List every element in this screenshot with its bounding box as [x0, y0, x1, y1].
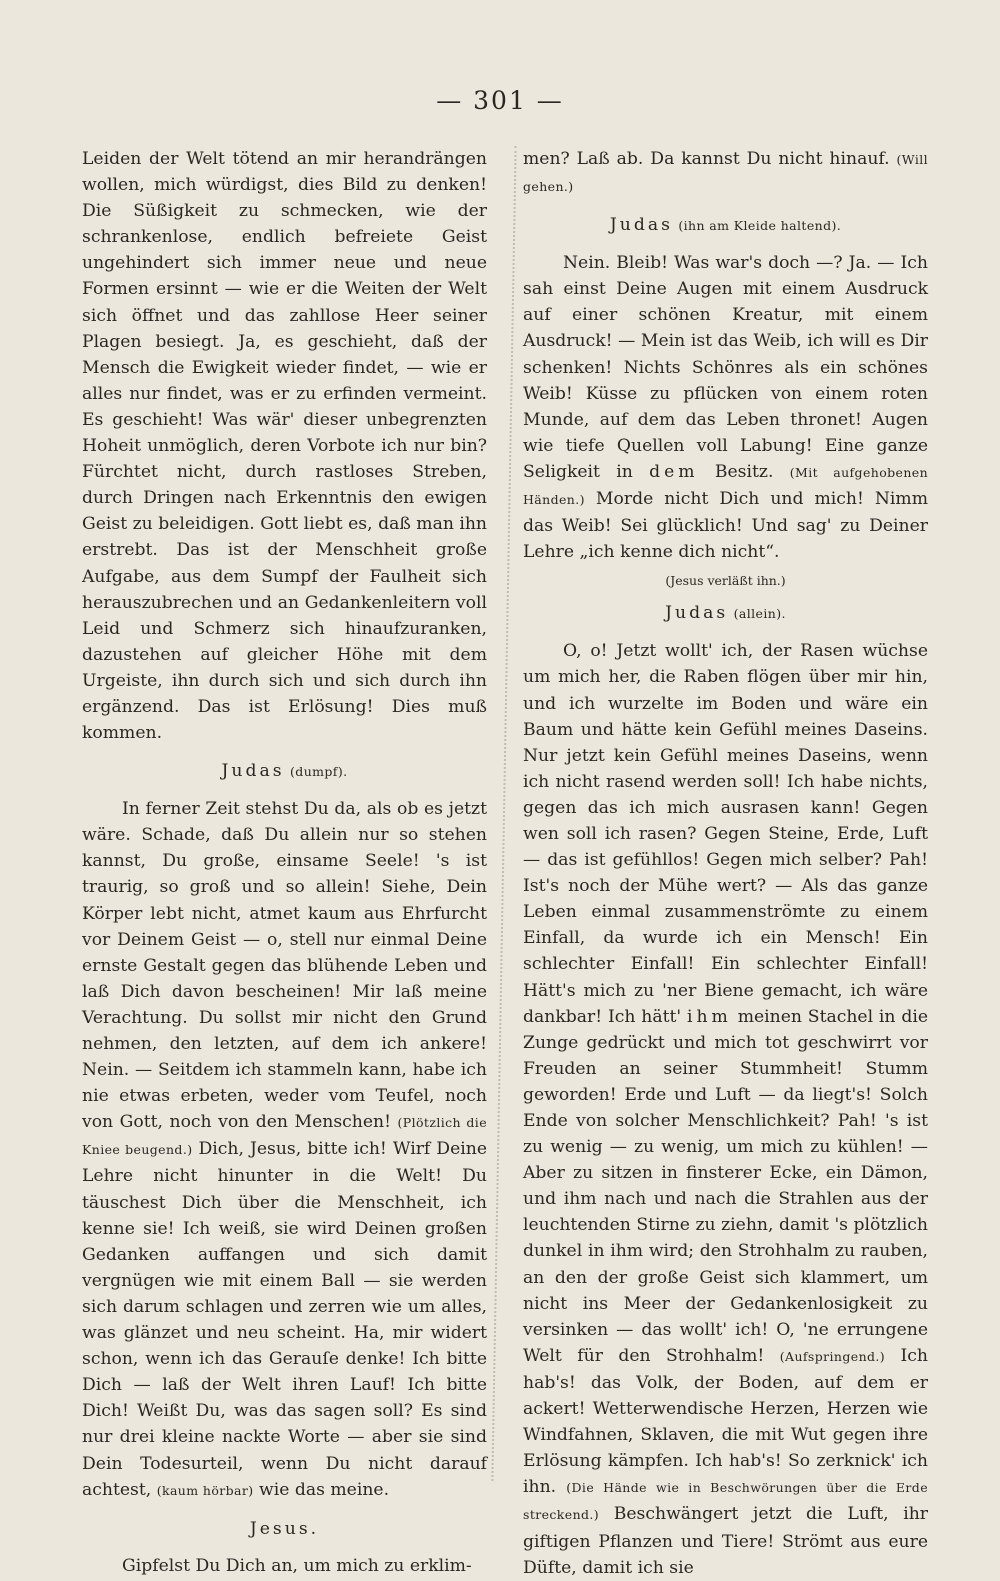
text-run: wie das meine.: [259, 1479, 390, 1500]
stage-direction: (Plötzlich die Kniee beugend.): [82, 1115, 487, 1158]
left-column: [82, 146, 487, 1579]
paragraph: Leiden der Welt tötend an mir herandrängen wollen, mich würdigst, dies Bild zu denken! Die Süßigkeit zu schmecken, wie der schrankenlose, endlich befreiete Geist ungehindert sich immer neue und neue Formen ersinnt — wie er die Weiten der Welt sich öffnet und das zahllose Heer seiner Plagen besiegt. Ja, es geschieht, daß der Mensch die Ewigkeit wieder findet, — wie er alles nur findet, was er zu erfinden vermeint. Es geschieht! Was wär' dieser unbegrenzten Hoheit unmöglich, deren Vorbote ich nur bin? Fürchtet nicht, durch rastloses Streben, durch Dringen nach Erkenntnis den ewigen Geist zu beleidigen. Gott liebt es, daß man ihn erstrebt. Das ist der Menschheit große Aufgabe, aus dem Sumpf der Faulheit sich herauszubrechen und an Gedankenleitern voll Leid und Schmerz sich hinaufzuranken, dazustehen auf gleicher Höhe mit dem Urgeiste, ihn durch sich und sich durch ihn ergänzend. Das ist Erlösung! Dies muß kommen.: [82, 149, 487, 744]
stage-direction: (ihn am Kleide haltend).: [678, 218, 842, 234]
spaced-emphasis: dem: [649, 461, 699, 482]
stage-direction: (Aufspringend.): [779, 1348, 886, 1364]
speaker-name: Judas: [609, 215, 673, 236]
paragraph: [523, 146, 928, 200]
text-run: O, o! Jetzt wollt' ich, der Rasen wüchse um mich her, die Raben flögen über mir hin, und ich wurzelte im Boden und wäre ein Baum und hätte kein Gefühl meines Daseins. Nur jetzt kein Gefühl meines Daseins, wenn ich nicht rasend werden soll! Ich habe nichts, gegen das ich mich ausrasen kann! Gegen wen soll ich rasen? Gegen Steine, Erde, Luft — das ist gefühllos! Gegen mich selber? Pah! Ist's noch der Mühe wert? — Als das ganze Leben einmal zusammenströmte zu einem Einfall, da wurde ich ein Mensch! Ein schlechter Einfall! Ein schlechter Einfall! Hätt's mich zu 'ner Biene gemacht, ich wäre dankbar! Ich hätt': [523, 641, 928, 1027]
page-number: — 301 —: [436, 86, 564, 115]
speaker-name: Judas: [665, 603, 729, 624]
stage-direction: (allein).: [733, 606, 786, 622]
stage-direction-exit: (Jesus verläßt ihn.): [665, 573, 786, 589]
speaker-heading: [82, 1516, 487, 1542]
text-run: In ferner Zeit stehst Du da, als ob es jetzt wäre. Schade, daß Du allein nur so stehen kannst, Du große, einsame Seele! 's ist traurig, so groß und so allein! Siehe, Dein Körper lebt nicht, atmet kaum aus Ehrfurcht vor Deinem Geist — o, stell nur einmal Deine ernste Gestalt gegen das blühende Leben und laß Dich davon bescheinen! Mir laß meine Verachtung. Du sollst mir nicht den Grund nehmen, den letzten, auf dem ich ankere! Nein. — Seitdem ich stammeln kann, habe ich nie etwas erbeten, weder vom Teufel, noch von Gott, noch von den Menschen!: [82, 799, 487, 1133]
paragraph: [82, 796, 487, 1504]
text-run: Dich, Jesus, bitte ich! Wirf Deine Lehre nicht hinunter in die Welt! Du täuschest Dich über die Menschheit, ich kenne sie! Ich weiß, sie wird Deinen großen Gedanken auffangen und sich damit vergnügen wie mit einem Ball — sie werden sich darum schlagen und zerren wie um alles, was glänzet und neu scheint. Ha, mir widert schon, wenn ich das Gerauſe denke! Ich bitte Dich — laß der Welt ihren Lauf! Ich bitte Dich! Weißt Du, was das sagen soll? Es sind nur drei kleine nackte Worte — aber sie sind Dein Todesurteil, wenn Du nicht darauf achtest,: [82, 1139, 488, 1500]
text-run: Ich hab's! das Volk, der Boden, auf dem er ackert! Wetterwendische Herzen, Herzen wie Windfahnen, Sklaven, die mit Wut gegen ihre Erlösung kämpfen. Ich hab's! So zerknick' ich ihn.: [523, 1345, 928, 1498]
stage-direction: (Mit aufgehobenen Händen.): [523, 464, 929, 508]
speaker-heading: [82, 758, 487, 785]
spaced-emphasis: ihm: [686, 1006, 732, 1027]
stage-direction: (Will gehen.): [523, 152, 929, 195]
speaker-heading: [523, 212, 928, 239]
paragraph: [523, 250, 928, 565]
text-run: Besitz.: [714, 461, 774, 482]
speaker-name: Jesus.: [249, 1518, 320, 1539]
text-run: men? Laß ab. Da kannst Du nicht hinauf.: [523, 149, 890, 169]
stage-direction: (Die Hände wie in Beschwörungen über die Erde streckend.): [523, 1480, 928, 1523]
text-run: meinen Stachel in die Zunge gedrückt und mich tot geschwirrt vor Freuden an seiner Stummheit! Stumm geworden! Erde und Luft — da liegt's! Solch Ende von solcher Menschlichkeit? Pah! 's ist zu wenig — zu wenig, um mich zu kühlen! — Aber zu sitzen in finsterer Ecke, ein Dämon, und ihm nach und nach die Strahlen aus der leuchtenden Stirne zu ziehn, damit 's plötzlich dunkel in ihm wird; den Strohhalm zu rauben, an den der große Geist sich klammert, um nicht ins Meer der Gedankenlosigkeit zu versinken — das wollt' ich! O, 'ne errungene Welt für den Strohhalm!: [523, 1006, 929, 1366]
column-divider: [491, 146, 526, 1481]
speaker-name: Judas: [221, 761, 285, 782]
speaker-heading: [523, 600, 928, 627]
right-column: [523, 146, 928, 1581]
stage-direction: (kaum hörbar): [156, 1482, 254, 1498]
text-run: Nein. Bleib! Was war's doch —? Ja. — Ich sah einst Deine Augen mit einem Ausdruck auf einer schönen Kreatur, mit einem Ausdruck! — Mein ist das Weib, ich will es Dir schenken! Nichts Schönres als ein schönes Weib! Küsse zu pflücken von einem roten Munde, auf dem das Leben thronet! Augen wie tiefe Quellen voll Labung! Eine ganze Seligkeit in: [523, 253, 928, 482]
stage-direction: (dumpf).: [290, 764, 348, 780]
text-run: Beschwängert jetzt die Luft, ihr giftigen Pflanzen und Tiere! Strömt aus eure Düfte, damit ich sie: [523, 1504, 928, 1578]
text-run: Morde nicht Dich und mich! Nimm das Weib! Sei glücklich! Und sag' zu Deiner Lehre „ich kenne dich nicht“.: [523, 489, 929, 563]
paragraph: Gipfelst Du Dich an, um mich zu erklim-: [122, 1555, 472, 1576]
paragraph: [523, 638, 928, 1580]
